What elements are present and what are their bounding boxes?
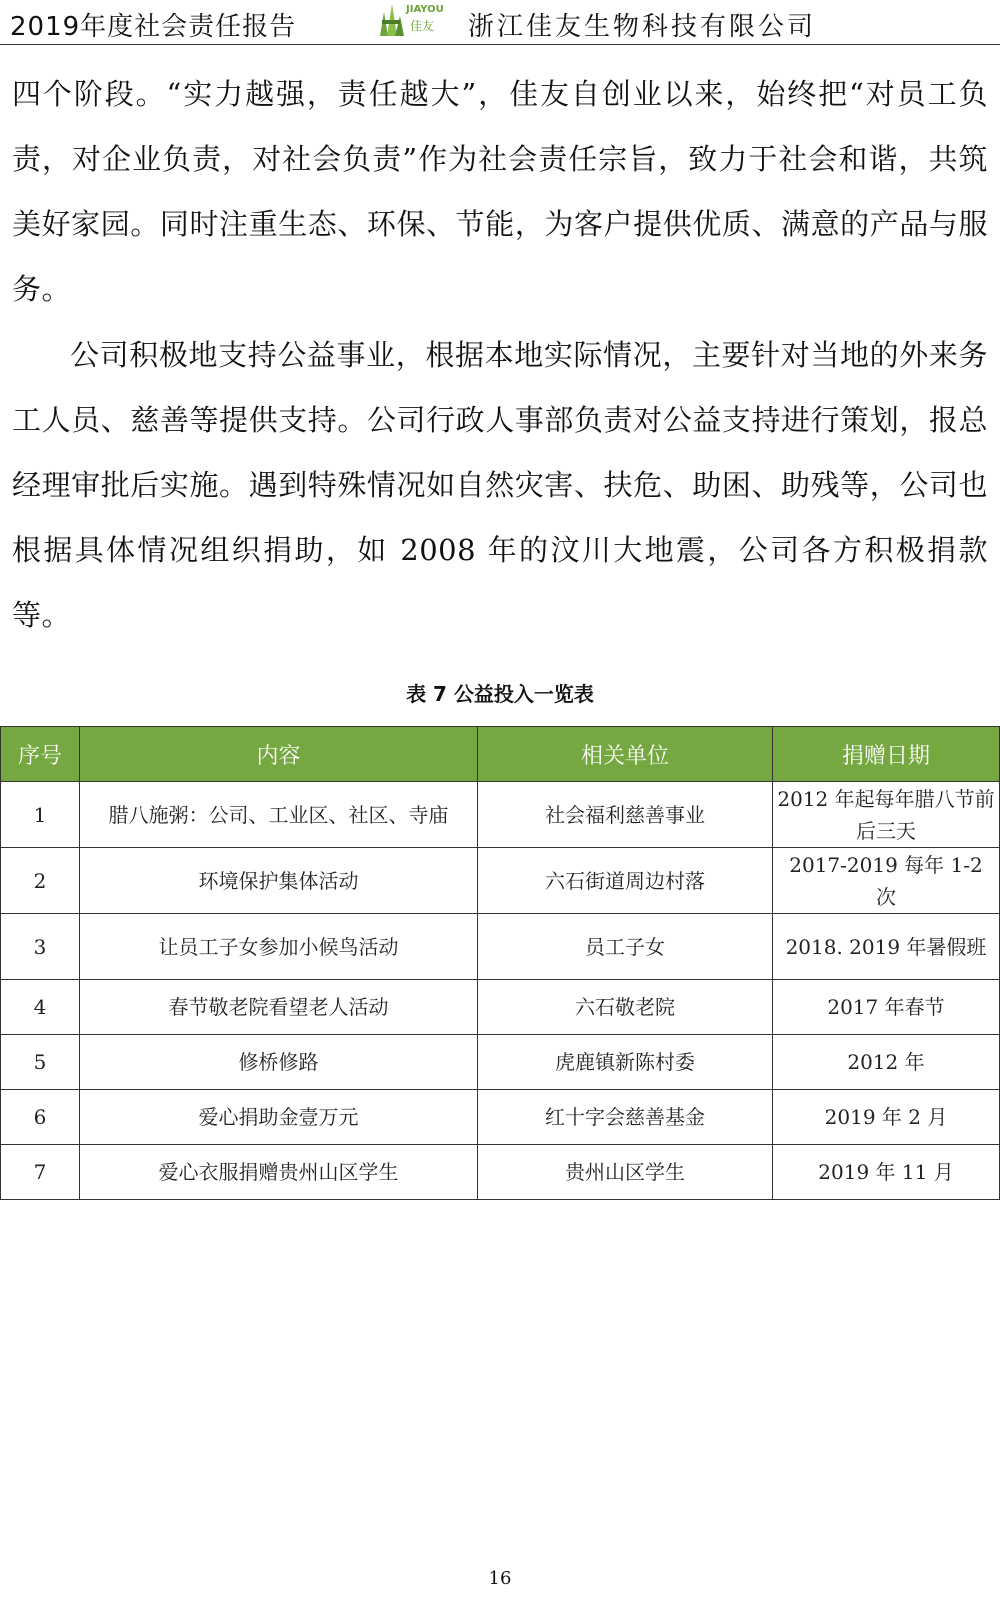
logo-wordmark-en: JIAYOU <box>406 4 444 15</box>
cell-content: 让员工子女参加小候鸟活动 <box>80 914 478 980</box>
table-row <box>1 914 1000 980</box>
logo-wordmark-zh: 佳友 <box>410 19 435 33</box>
column-header-recipient: 相关单位 <box>478 727 773 782</box>
public-welfare-table <box>0 726 1000 1200</box>
table-row <box>1 980 1000 1035</box>
cell-index: 1 <box>1 782 80 848</box>
table-row <box>1 782 1000 848</box>
table-row <box>1 1145 1000 1200</box>
company-logo <box>376 2 452 40</box>
cell-index: 2 <box>1 848 80 914</box>
cell-index: 6 <box>1 1090 80 1145</box>
column-header-date: 捐赠日期 <box>773 727 1000 782</box>
cell-content: 环境保护集体活动 <box>80 848 478 914</box>
cell-content: 爱心捐助金壹万元 <box>80 1090 478 1145</box>
cell-index: 4 <box>1 980 80 1035</box>
cell-date: 2019 年 11 月 <box>773 1145 1000 1200</box>
column-header-index: 序号 <box>1 727 80 782</box>
leaf-logo-icon <box>376 2 406 38</box>
cell-content: 春节敬老院看望老人活动 <box>80 980 478 1035</box>
cell-recipient: 红十字会慈善基金 <box>478 1090 773 1145</box>
cell-date: 2017 年春节 <box>773 980 1000 1035</box>
cell-content: 修桥修路 <box>80 1035 478 1090</box>
table-row <box>1 1035 1000 1090</box>
company-name: 浙江佳友生物科技有限公司 <box>468 12 817 42</box>
report-title: 2019年度社会责任报告 <box>10 12 297 42</box>
column-header-content: 内容 <box>80 727 478 782</box>
table-caption: 表 7 公益投入一览表 <box>406 682 594 706</box>
paragraph-csr-purpose: 四个阶段。“实力越强，责任越大”，佳友自创业以来，始终把“对员工负责，对企业负责，对社会负责”作为社会责任宗旨，致力于社会和谐，共筑美好家园。同时注重生态、环保、节能，为客户提供优质、满意的产品与服务。 <box>12 77 988 306</box>
cell-content: 腊八施粥：公司、工业区、社区、寺庙 <box>80 782 478 848</box>
cell-recipient: 员工子女 <box>478 914 773 980</box>
cell-date: 2012 年起每年腊八节前后三天 <box>773 782 1000 848</box>
cell-date: 2012 年 <box>773 1035 1000 1090</box>
cell-date: 2017-2019 每年 1-2 次 <box>773 848 1000 914</box>
cell-date: 2018. 2019 年暑假班 <box>773 914 1000 980</box>
cell-recipient: 社会福利慈善事业 <box>478 782 773 848</box>
table-row <box>1 848 1000 914</box>
page-number: 16 <box>488 1568 512 1589</box>
cell-index: 3 <box>1 914 80 980</box>
cell-index: 7 <box>1 1145 80 1200</box>
cell-recipient: 虎鹿镇新陈村委 <box>478 1035 773 1090</box>
cell-recipient: 贵州山区学生 <box>478 1145 773 1200</box>
header-divider <box>0 44 1000 45</box>
cell-recipient: 六石街道周边村落 <box>478 848 773 914</box>
paragraph-public-welfare: 公司积极地支持公益事业，根据本地实际情况，主要针对当地的外来务工人员、慈善等提供支持。公司行政人事部负责对公益支持进行策划，报总经理审批后实施。遇到特殊情况如自然灾害、扶危、助困、助残等，公司也根据具体情况组织捐助，如 2008 年的汶川大地震，公司各方积极捐款等。 <box>12 338 988 632</box>
cell-date: 2019 年 2 月 <box>773 1090 1000 1145</box>
cell-recipient: 六石敬老院 <box>478 980 773 1035</box>
table-header-row <box>1 727 1000 782</box>
table-row <box>1 1090 1000 1145</box>
cell-index: 5 <box>1 1035 80 1090</box>
page-header <box>0 0 1000 46</box>
cell-content: 爱心衣服捐赠贵州山区学生 <box>80 1145 478 1200</box>
